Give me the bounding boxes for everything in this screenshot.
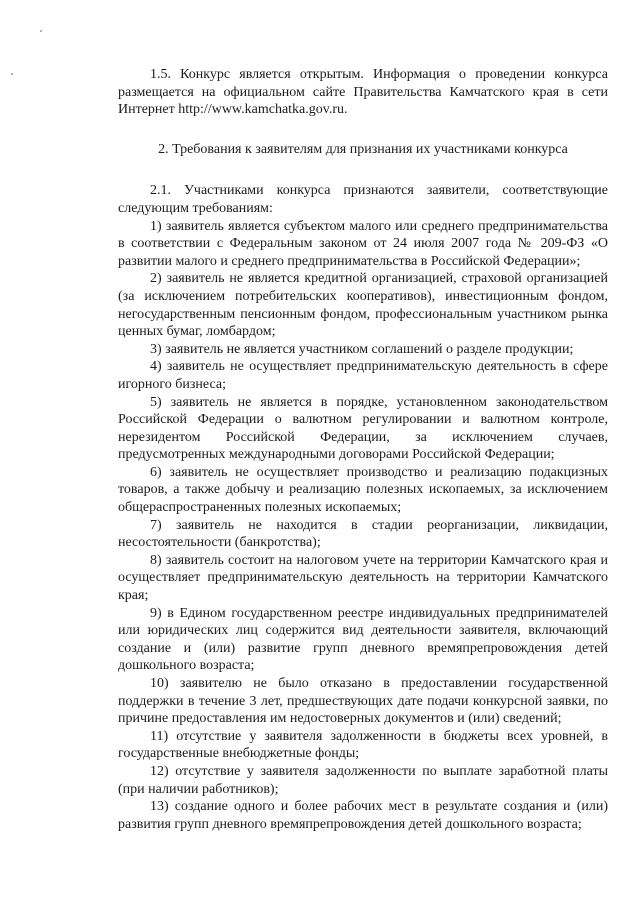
requirement-item-2: 2) заявитель не является кредитной организацией, страховой организацией (за исключением потребительских кооперативов), инвестиционным фондом, негосударственным пенсионным фондом, профессиональным участником рынка ценных бумаг, ломбардом; — [118, 271, 608, 340]
scan-speck — [11, 73, 13, 75]
requirement-item-3: 3) заявитель не является участником соглашений о разделе продукции; — [150, 341, 574, 357]
requirement-item-7: 7) заявитель не находится в стадии реорганизации, ликвидации, несостоятельности (банкротства); — [118, 517, 608, 551]
requirement-item-8: 8) заявитель состоит на налоговом учете на территории Камчатского края и осуществляет предпринимательскую деятельность на территории Камчатского края; — [118, 552, 608, 604]
requirement-item-13: 13) создание одного и более рабочих мест в результате создания и (или) развития групп дневного времяпрепровождения детей дошкольного возраста; — [118, 799, 608, 832]
requirement-item-10: 10) заявителю не было отказано в предоставлении государственной поддержки в течение 3 лет, предшествующих дате подачи конкурсной заявки, по причине предоставления им недостоверных документов и (или) сведений; — [118, 676, 608, 727]
document-page — [118, 66, 608, 833]
requirement-item-4: 4) заявитель не осуществляет предпринимательскую деятельность в сфере игорного бизнеса; — [118, 359, 608, 392]
requirement-item-5: 5) заявитель не является в порядке, установленном законодательством Российской Федерации о валютном регулировании и валютном контроле, нерезидентом Российской Федерации, за исключением случаев, предусмотренных международными договорами Российской Федерации; — [118, 394, 608, 463]
requirement-item-9: 9) в Едином государственном реестре индивидуальных предпринимателей или юридических лиц содержится вид деятельности заявителя, включающий создание и (или) развитие групп дневного времяпрепровождения детей дошкольного возраста; — [118, 605, 608, 674]
paragraph-1-5: 1.5. Конкурс является открытым. Информация о проведении конкурса размещается на официальном сайте Правительства Камчатского края в сети Интернет http://www.kamchatka.gov.ru. — [118, 67, 608, 118]
section-heading: 2. Требования к заявителям для признания их участниками конкурса — [158, 141, 568, 157]
requirement-item-12: 12) отсутствие у заявителя задолженности по выплате заработной платы (при наличии работников); — [118, 763, 608, 797]
scan-speck — [40, 30, 42, 32]
paragraph-2-1: 2.1. Участниками конкурса признаются заявители, соответствующие следующим требованиям: — [118, 183, 608, 216]
requirement-item-1: 1) заявитель является субъектом малого или среднего предпринимательства в соответствии с Федеральным законом от 24 июля 2007 года № 209-ФЗ «О развитии малого и среднего предпринимательства в Российской Федерации»; — [118, 218, 608, 269]
requirement-item-11: 11) отсутствие у заявителя задолженности в бюджеты всех уровней, в государственные внебюджетные фонды; — [118, 728, 608, 762]
requirement-item-6: 6) заявитель не осуществляет производство и реализацию подакцизных товаров, а также добычу и реализацию полезных ископаемых, за исключением общераспространенных полезных ископаемых; — [118, 464, 608, 516]
